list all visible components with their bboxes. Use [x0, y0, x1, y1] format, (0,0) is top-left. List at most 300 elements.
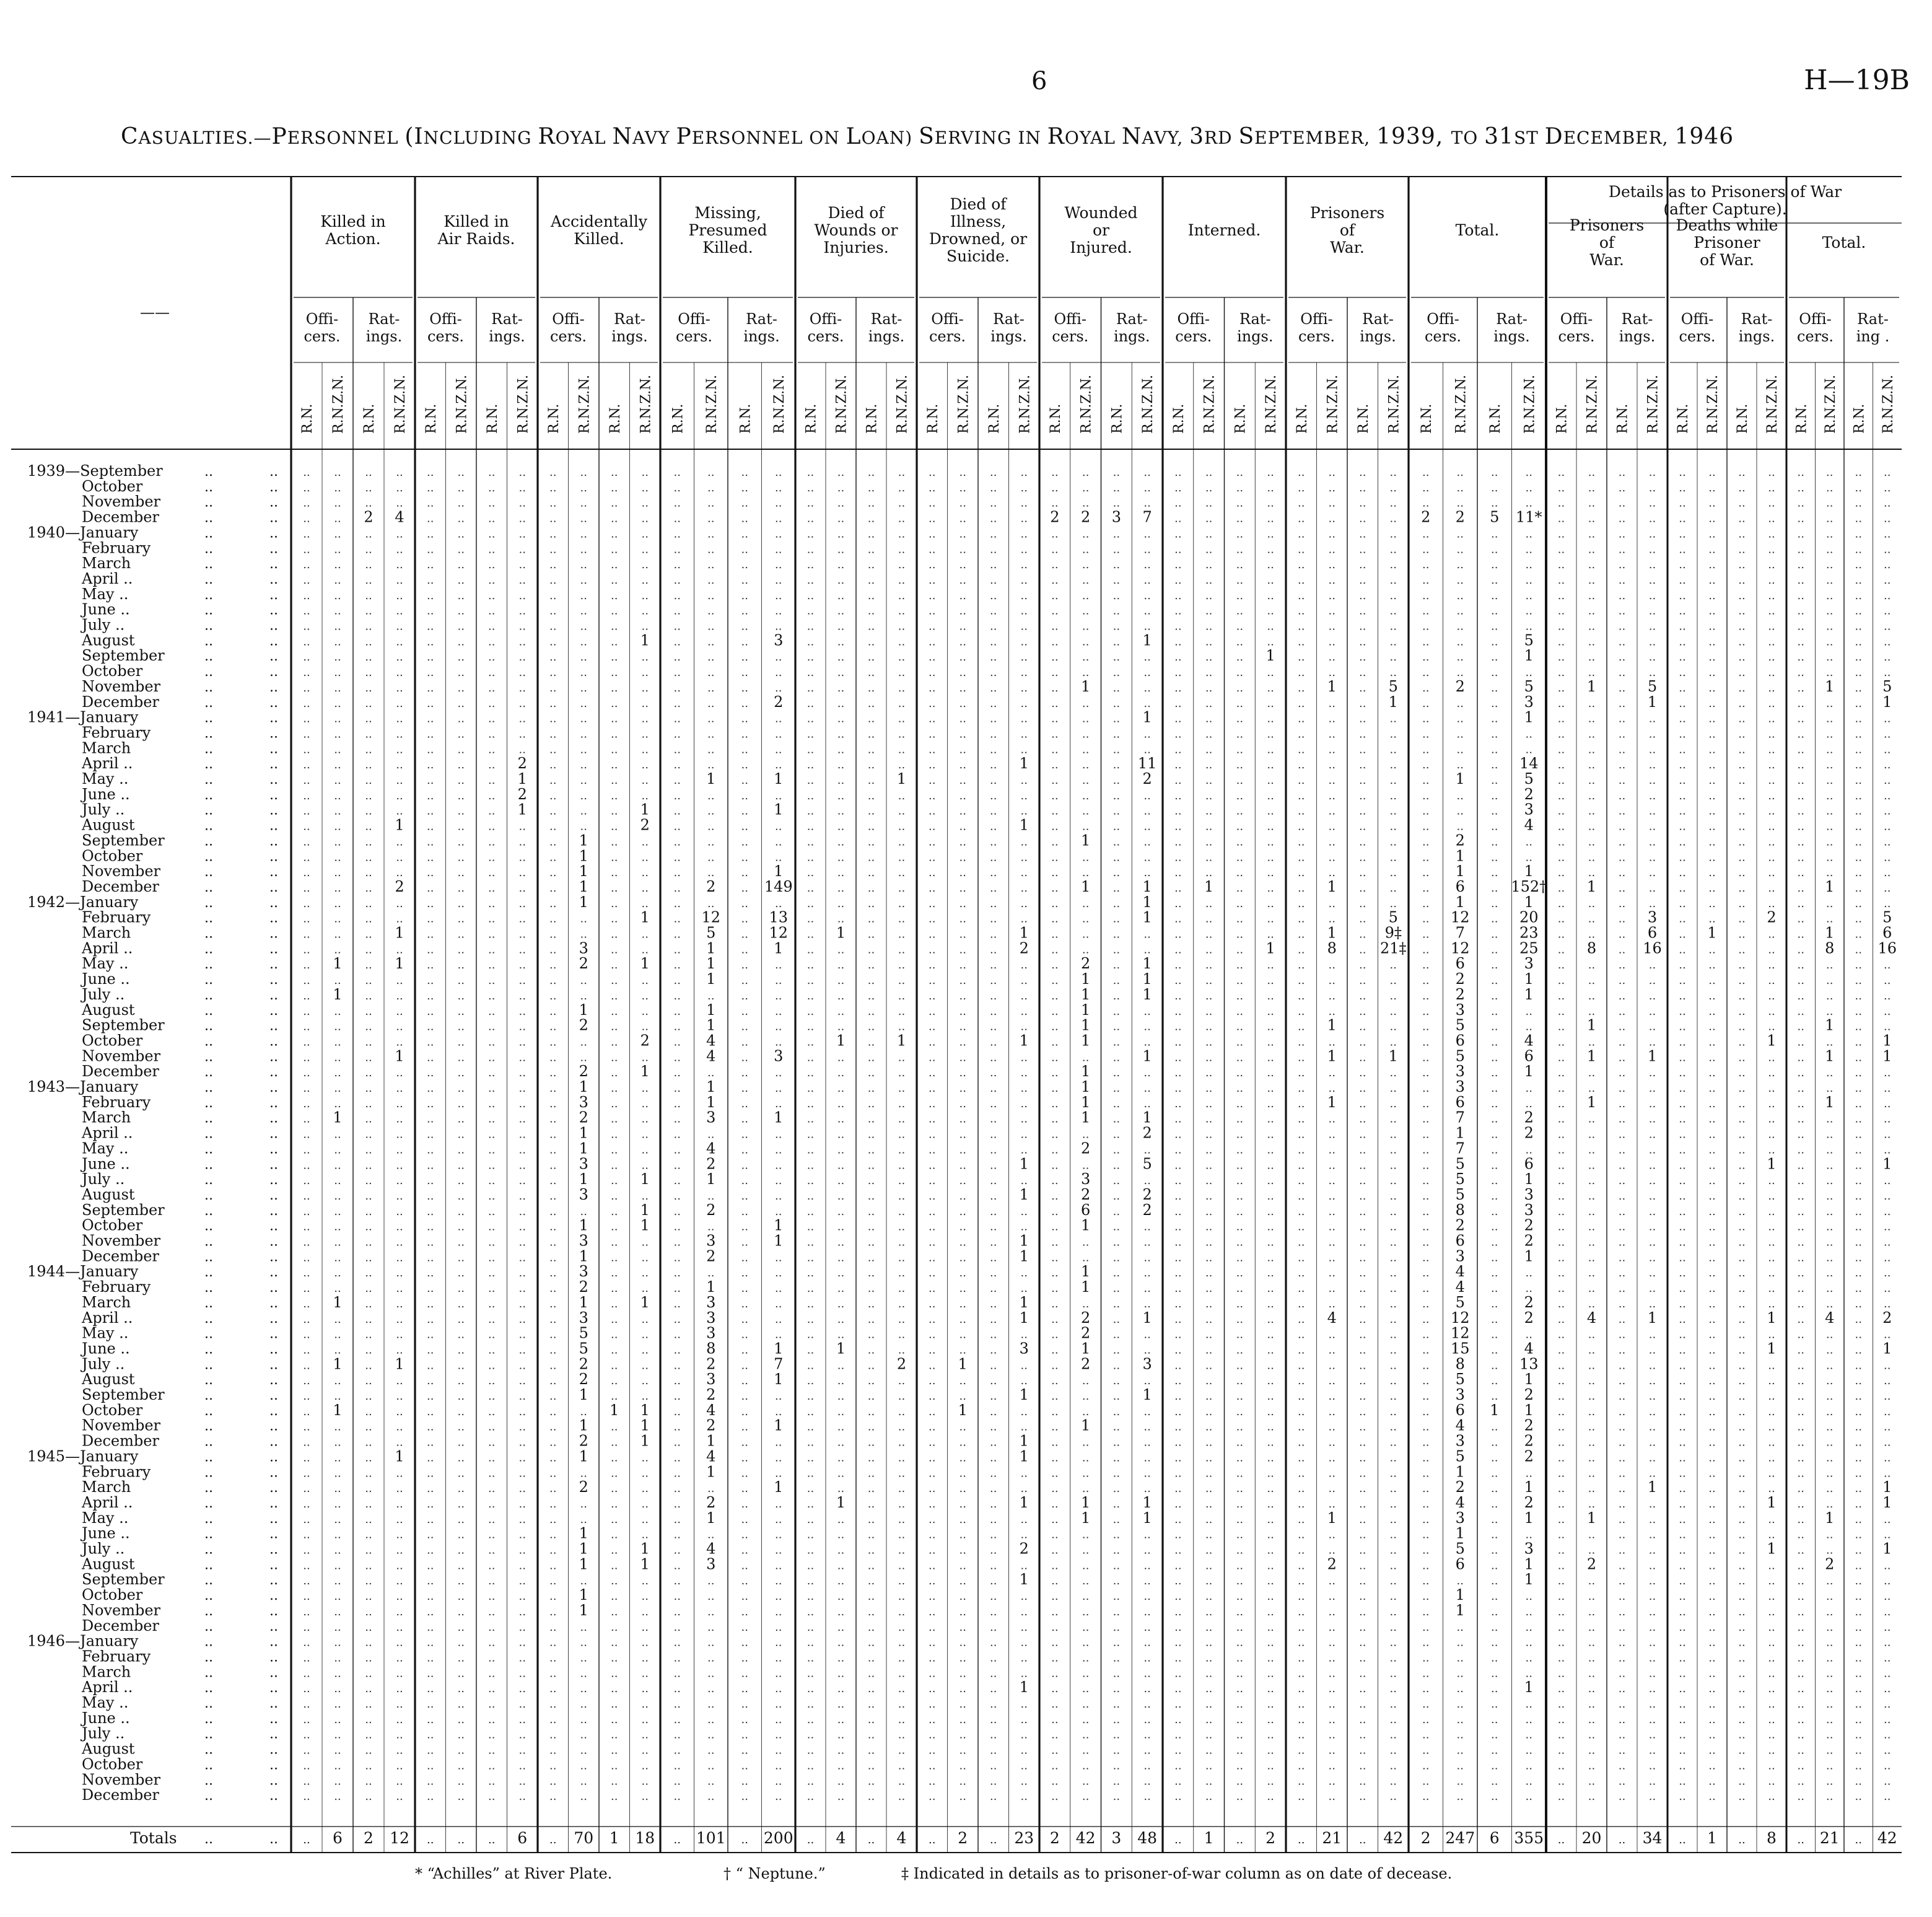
- table-cell-empty: ..: [641, 466, 649, 479]
- table-cell-empty: ..: [549, 466, 557, 479]
- table-cell-empty: ..: [959, 1420, 966, 1434]
- table-cell-empty: ..: [1491, 774, 1498, 787]
- table-cell-empty: ..: [365, 1004, 372, 1018]
- table-cell-empty: ..: [365, 1467, 372, 1480]
- table-cell-empty: ..: [1855, 1590, 1862, 1603]
- table-cell-empty: ..: [673, 1204, 681, 1218]
- table-cell-empty: ..: [1679, 1728, 1686, 1742]
- table-cell-empty: ..: [806, 1297, 815, 1310]
- table-cell-empty: ..: [580, 1051, 587, 1064]
- table-cell-empty: ..: [1708, 835, 1716, 849]
- table-cell-empty: ..: [990, 1359, 997, 1372]
- table-cell-empty: ..: [990, 758, 997, 772]
- table-cell-empty: ..: [549, 851, 557, 864]
- row-label: April ..: [82, 1493, 133, 1511]
- table-cell-empty: ..: [1648, 1020, 1656, 1033]
- table-cell-empty: ..: [396, 1405, 403, 1418]
- table-cell-empty: ..: [1648, 1405, 1656, 1418]
- table-cell-empty: ..: [1143, 589, 1151, 602]
- table-cell-empty: ..: [1797, 1620, 1804, 1634]
- table-cell: 2: [579, 1371, 588, 1388]
- table-cell-empty: ..: [427, 604, 434, 618]
- table-cell-empty: ..: [1588, 1482, 1596, 1496]
- table-cell-empty: ..: [929, 1636, 936, 1649]
- row-label: May ..: [82, 770, 129, 787]
- table-cell-empty: ..: [1456, 1667, 1464, 1680]
- table-cell-empty: ..: [673, 466, 681, 479]
- table-cell-empty: ..: [1422, 589, 1430, 602]
- table-cell-empty: ..: [396, 543, 403, 556]
- table-cell-empty: ..: [837, 496, 845, 510]
- table-cell-empty: ..: [365, 774, 372, 787]
- table-cell-empty: ..: [1112, 1035, 1121, 1049]
- table-cell-empty: ..: [1738, 496, 1746, 510]
- table-cell-empty: ..: [775, 789, 782, 802]
- table-cell-empty: ..: [707, 543, 715, 556]
- table-cell-empty: ..: [929, 943, 936, 957]
- table-cell-empty: ..: [518, 589, 526, 602]
- table-cell-empty: ..: [775, 1405, 782, 1418]
- table-cell-empty: ..: [959, 1390, 966, 1403]
- leader-dots: ..: [269, 664, 278, 680]
- table-cell-empty: ..: [990, 1497, 997, 1511]
- table-cell-empty: ..: [1738, 1282, 1746, 1296]
- table-cell-empty: ..: [1359, 1035, 1366, 1049]
- table-cell-empty: ..: [837, 866, 845, 880]
- table-cell-empty: ..: [673, 1574, 681, 1588]
- officers-header: cers.: [1175, 328, 1212, 345]
- table-cell-empty: ..: [1422, 681, 1430, 695]
- leader-dots: ..: [269, 757, 278, 773]
- row-label: October: [82, 1216, 143, 1234]
- table-cell-empty: ..: [1708, 1374, 1716, 1388]
- table-cell: 2: [1421, 508, 1431, 526]
- table-cell-empty: ..: [898, 1066, 906, 1080]
- table-cell-empty: ..: [641, 851, 649, 864]
- table-cell-empty: ..: [457, 774, 465, 787]
- table-cell-empty: ..: [1359, 881, 1366, 895]
- table-cell-empty: ..: [1768, 1097, 1775, 1110]
- table-cell-empty: ..: [1738, 851, 1746, 864]
- table-cell-empty: ..: [673, 1482, 681, 1496]
- table-cell-empty: ..: [1359, 1405, 1366, 1418]
- table-cell-empty: ..: [1708, 1312, 1716, 1326]
- table-cell-empty: ..: [1389, 897, 1397, 910]
- table-cell-empty: ..: [334, 1790, 341, 1804]
- table-cell-empty: ..: [488, 1467, 496, 1480]
- table-cell-empty: ..: [1768, 1189, 1775, 1203]
- table-cell-empty: ..: [1738, 1051, 1746, 1064]
- table-cell-empty: ..: [1389, 1528, 1397, 1542]
- table-cell-empty: ..: [673, 1297, 681, 1310]
- table-cell-empty: ..: [1708, 851, 1716, 864]
- table-cell: 6: [1455, 1555, 1465, 1573]
- table-cell-empty: ..: [867, 1405, 875, 1418]
- table-cell-empty: ..: [1174, 851, 1182, 864]
- ratings-header: ings.: [489, 328, 525, 345]
- table-cell-empty: ..: [673, 1698, 681, 1711]
- table-cell-empty: ..: [1112, 1590, 1121, 1603]
- table-cell-empty: ..: [1525, 666, 1532, 680]
- table-cell-empty: ..: [1020, 1328, 1028, 1341]
- leader-dots: ..: [204, 1295, 213, 1311]
- table-cell-empty: ..: [1855, 466, 1862, 479]
- table-cell-empty: ..: [1738, 1312, 1746, 1326]
- table-cell-empty: ..: [1267, 1436, 1274, 1449]
- table-cell-empty: ..: [549, 1359, 557, 1372]
- table-cell-empty: ..: [1491, 1297, 1498, 1310]
- table-cell-empty: ..: [898, 496, 906, 510]
- table-cell-empty: ..: [1708, 820, 1716, 833]
- table-cell-empty: ..: [1112, 958, 1121, 972]
- table-cell-empty: ..: [806, 1482, 815, 1496]
- leader-dots: ..: [269, 910, 278, 926]
- table-cell-empty: ..: [1051, 1759, 1059, 1773]
- table-cell-empty: ..: [1708, 1636, 1716, 1649]
- table-cell-empty: ..: [1205, 835, 1213, 849]
- table-cell-empty: ..: [775, 1159, 782, 1172]
- table-cell-empty: ..: [990, 681, 997, 695]
- table-cell-empty: ..: [867, 558, 875, 572]
- table-cell-empty: ..: [1328, 1698, 1335, 1711]
- table-cell-empty: ..: [1143, 1374, 1151, 1388]
- table-cell-empty: ..: [457, 1651, 465, 1665]
- table-cell-empty: ..: [898, 651, 906, 664]
- table-cell-empty: ..: [898, 1744, 906, 1757]
- table-cell-empty: ..: [1020, 666, 1028, 680]
- table-cell-empty: ..: [549, 1343, 557, 1357]
- table-cell-empty: ..: [1328, 620, 1335, 633]
- leader-dots: ..: [204, 1280, 213, 1296]
- table-cell-empty: ..: [673, 1497, 681, 1511]
- table-cell-empty: ..: [1525, 527, 1532, 541]
- table-cell-empty: ..: [806, 866, 815, 880]
- table-cell-empty: ..: [929, 620, 936, 633]
- table-cell-empty: ..: [1236, 1512, 1244, 1526]
- table-cell-empty: ..: [1205, 897, 1213, 910]
- table-cell-empty: ..: [1143, 1744, 1151, 1757]
- table-cell-empty: ..: [1389, 1343, 1397, 1357]
- table-cell-empty: ..: [334, 589, 341, 602]
- table-cell-empty: ..: [837, 1759, 845, 1773]
- table-cell: 3: [1455, 1386, 1465, 1403]
- leader-dots: ..: [204, 1141, 213, 1157]
- table-cell-empty: ..: [1298, 1512, 1305, 1526]
- table-cell-empty: ..: [1679, 1620, 1686, 1634]
- table-cell-empty: ..: [334, 558, 341, 572]
- table-cell-empty: ..: [1298, 1189, 1305, 1203]
- table-cell-empty: ..: [929, 1744, 936, 1757]
- table-cell-empty: ..: [775, 835, 782, 849]
- table-cell-empty: ..: [334, 1374, 341, 1388]
- table-cell-empty: ..: [1855, 512, 1862, 525]
- table-cell: 12: [701, 908, 721, 926]
- table-cell-empty: ..: [1236, 835, 1244, 849]
- table-cell: 1: [395, 1355, 404, 1373]
- table-cell-empty: ..: [1328, 1082, 1335, 1095]
- table-cell-empty: ..: [549, 1159, 557, 1172]
- table-cell-empty: ..: [488, 1159, 496, 1172]
- table-cell: 1: [517, 770, 527, 787]
- table-cell-empty: ..: [898, 1774, 906, 1788]
- table-cell-empty: ..: [1618, 804, 1626, 818]
- table-cell-empty: ..: [611, 481, 618, 494]
- table-cell: 4: [706, 1540, 716, 1558]
- table-cell-empty: ..: [673, 789, 681, 802]
- table-cell-empty: ..: [1328, 1405, 1335, 1418]
- table-cell: 1: [395, 816, 404, 834]
- leader-dots: ..: [269, 1726, 278, 1742]
- table-cell-empty: ..: [959, 1297, 966, 1310]
- table-cell-empty: ..: [898, 1543, 906, 1557]
- table-cell-empty: ..: [641, 758, 649, 772]
- table-cell-empty: ..: [518, 974, 526, 988]
- table-cell: 1: [774, 1416, 784, 1434]
- table-cell-empty: ..: [1359, 1143, 1366, 1157]
- table-cell-empty: ..: [1679, 666, 1686, 680]
- table-cell-empty: ..: [457, 1374, 465, 1388]
- table-cell-empty: ..: [1557, 1220, 1565, 1234]
- table-cell-empty: ..: [1205, 1512, 1213, 1526]
- table-cell-empty: ..: [549, 758, 557, 772]
- table-cell-empty: ..: [641, 1189, 649, 1203]
- table-cell-empty: ..: [303, 820, 310, 833]
- table-cell-empty: ..: [1708, 651, 1716, 664]
- table-cell-empty: ..: [673, 1266, 681, 1280]
- table-cell-empty: ..: [1679, 604, 1686, 618]
- table-cell-empty: ..: [427, 1451, 434, 1465]
- table-cell-empty: ..: [427, 1682, 434, 1696]
- table-cell-empty: ..: [1020, 1528, 1028, 1542]
- table-cell-empty: ..: [641, 1390, 649, 1403]
- table-cell-empty: ..: [1267, 774, 1274, 787]
- table-cell-empty: ..: [303, 958, 310, 972]
- table-cell: 2: [640, 1032, 650, 1050]
- table-cell-empty: ..: [334, 527, 341, 541]
- table-cell-empty: ..: [488, 912, 496, 926]
- table-cell-empty: ..: [488, 774, 496, 787]
- table-cell-empty: ..: [990, 543, 997, 556]
- table-cell-empty: ..: [1112, 820, 1121, 833]
- table-cell-empty: ..: [1884, 1713, 1891, 1726]
- table-cell-empty: ..: [1328, 1636, 1335, 1649]
- table-cell-empty: ..: [837, 1790, 845, 1804]
- leader-dots: ..: [269, 1557, 278, 1573]
- table-cell-empty: ..: [1884, 1451, 1891, 1465]
- table-cell: 1: [640, 1216, 650, 1234]
- officers-header: Offi-: [1560, 310, 1593, 328]
- table-cell-empty: ..: [1020, 1051, 1028, 1064]
- table-cell-empty: ..: [1051, 1097, 1059, 1110]
- table-cell-empty: ..: [1797, 1374, 1804, 1388]
- table-cell: 2: [1825, 1555, 1835, 1573]
- table-cell-empty: ..: [837, 943, 845, 957]
- row-label: November: [82, 1601, 161, 1619]
- table-cell-empty: ..: [1738, 758, 1746, 772]
- table-cell-empty: ..: [1051, 1559, 1059, 1573]
- table-cell-empty: ..: [1020, 589, 1028, 602]
- table-cell-empty: ..: [1797, 1390, 1804, 1403]
- table-cell-empty: ..: [741, 1574, 748, 1588]
- table-cell-empty: ..: [1112, 758, 1121, 772]
- table-cell-empty: ..: [1174, 989, 1182, 1002]
- table-cell-empty: ..: [1708, 1698, 1716, 1711]
- table-cell-empty: ..: [1525, 1728, 1532, 1742]
- table-cell-empty: ..: [549, 666, 557, 680]
- row-label: August: [82, 1371, 135, 1388]
- leader-dots: ..: [204, 1603, 213, 1619]
- leader-dots: ..: [269, 1357, 278, 1373]
- table-cell-empty: ..: [396, 1174, 403, 1188]
- row-label: October: [82, 662, 143, 680]
- table-cell-empty: ..: [1884, 1390, 1891, 1403]
- table-cell: 2: [706, 1355, 716, 1373]
- table-cell-empty: ..: [959, 604, 966, 618]
- table-cell-empty: ..: [929, 589, 936, 602]
- table-cell-empty: ..: [365, 620, 372, 633]
- table-cell-empty: ..: [959, 1020, 966, 1033]
- table-cell-empty: ..: [1267, 604, 1274, 618]
- table-cell-empty: ..: [457, 727, 465, 741]
- table-cell-empty: ..: [641, 1312, 649, 1326]
- table-cell-empty: ..: [1588, 1698, 1596, 1711]
- table-cell-empty: ..: [1267, 1143, 1274, 1157]
- table-cell-empty: ..: [1422, 712, 1430, 726]
- table-cell-empty: ..: [1618, 1220, 1626, 1234]
- table-cell-empty: ..: [1491, 1204, 1498, 1218]
- leader-dots: ..: [204, 1742, 213, 1758]
- table-cell-empty: ..: [1112, 1328, 1121, 1341]
- table-cell-empty: ..: [549, 1035, 557, 1049]
- table-cell-empty: ..: [427, 1774, 434, 1788]
- table-cell-empty: ..: [396, 1667, 403, 1680]
- leader-dots: ..: [204, 1618, 213, 1634]
- table-cell-empty: ..: [1236, 1082, 1244, 1095]
- table-cell: 1: [640, 1170, 650, 1188]
- table-cell-empty: ..: [334, 1251, 341, 1265]
- table-cell-empty: ..: [1112, 635, 1121, 649]
- leader-dots: ..: [204, 1649, 213, 1665]
- table-cell: 1: [706, 1278, 716, 1296]
- table-cell-empty: ..: [1422, 943, 1430, 957]
- table-cell-empty: ..: [990, 1543, 997, 1557]
- table-cell-empty: ..: [1618, 835, 1626, 849]
- table-cell-empty: ..: [427, 1374, 434, 1388]
- rn-column-label: R.N.: [1735, 403, 1751, 434]
- table-cell-empty: ..: [1359, 1251, 1366, 1265]
- table-cell-empty: ..: [898, 1235, 906, 1249]
- table-cell-empty: ..: [1557, 958, 1565, 972]
- row-label: December: [82, 508, 159, 526]
- table-cell-empty: ..: [1618, 1744, 1626, 1757]
- table-cell-empty: ..: [1112, 1559, 1121, 1573]
- table-cell-empty: ..: [334, 1759, 341, 1773]
- table-cell-empty: ..: [611, 1651, 618, 1665]
- table-cell-empty: ..: [641, 573, 649, 587]
- table-cell-empty: ..: [611, 1235, 618, 1249]
- table-cell-empty: ..: [580, 912, 587, 926]
- table-cell-empty: ..: [673, 1451, 681, 1465]
- table-cell-empty: ..: [580, 1667, 587, 1680]
- table-cell-empty: ..: [1020, 620, 1028, 633]
- table-cell-empty: ..: [990, 1112, 997, 1126]
- table-cell-empty: ..: [673, 1636, 681, 1649]
- table-cell-empty: ..: [741, 1204, 748, 1218]
- table-cell-empty: ..: [580, 1744, 587, 1757]
- table-cell-empty: ..: [959, 1251, 966, 1265]
- table-cell-empty: ..: [1359, 712, 1366, 726]
- table-cell-empty: ..: [929, 1004, 936, 1018]
- table-cell-empty: ..: [580, 604, 587, 618]
- table-cell-empty: ..: [990, 1020, 997, 1033]
- table-cell-empty: ..: [549, 696, 557, 710]
- table-cell-empty: ..: [1205, 1667, 1213, 1680]
- table-cell-empty: ..: [1328, 1436, 1335, 1449]
- table-cell-empty: ..: [427, 1559, 434, 1573]
- table-cell-empty: ..: [959, 1282, 966, 1296]
- table-cell-empty: ..: [1738, 912, 1746, 926]
- table-cell-empty: ..: [488, 681, 496, 695]
- table-cell-empty: ..: [837, 1374, 845, 1388]
- pow-group-header-1: Prisoners: [1569, 216, 1645, 234]
- table-cell-empty: ..: [1020, 1128, 1028, 1141]
- table-cell-empty: ..: [549, 1174, 557, 1188]
- table-cell-empty: ..: [1082, 1128, 1090, 1141]
- table-cell-empty: ..: [1422, 666, 1430, 680]
- table-cell: 1: [1327, 924, 1337, 942]
- table-cell-empty: ..: [1797, 1420, 1804, 1434]
- table-cell-empty: ..: [1826, 1467, 1834, 1480]
- table-cell-empty: ..: [1708, 1220, 1716, 1234]
- table-cell-empty: ..: [1236, 1605, 1244, 1618]
- table-cell-empty: ..: [1298, 1174, 1305, 1188]
- table-cell: 6: [1455, 877, 1465, 895]
- table-cell-empty: ..: [1618, 1620, 1626, 1634]
- table-cell-empty: ..: [1143, 1328, 1151, 1341]
- table-cell-empty: ..: [1112, 1143, 1121, 1157]
- table-cell-empty: ..: [1020, 866, 1028, 880]
- table-cell-empty: ..: [1236, 774, 1244, 787]
- table-cell-empty: ..: [1855, 1698, 1862, 1711]
- table-cell-empty: ..: [303, 897, 310, 910]
- table-cell-empty: ..: [1205, 1174, 1213, 1188]
- table-cell-empty: ..: [1298, 558, 1305, 572]
- table-cell-empty: ..: [1082, 1251, 1090, 1265]
- table-cell-empty: ..: [1020, 1004, 1028, 1018]
- table-cell-empty: ..: [365, 696, 372, 710]
- table-cell-empty: ..: [1389, 1759, 1397, 1773]
- table-cell-empty: ..: [1422, 1728, 1430, 1742]
- table-cell: 1: [1080, 985, 1091, 1003]
- table-cell-empty: ..: [334, 1467, 341, 1480]
- table-cell-empty: ..: [1456, 573, 1464, 587]
- table-cell-empty: ..: [775, 1790, 782, 1804]
- table-cell-empty: ..: [549, 1774, 557, 1788]
- table-cell-empty: ..: [457, 1667, 465, 1680]
- table-cell-empty: ..: [611, 696, 618, 710]
- table-cell-empty: ..: [518, 1374, 526, 1388]
- leader-dots: ..: [204, 1002, 213, 1019]
- leader-dots: ..: [204, 1341, 213, 1358]
- table-cell-empty: ..: [1826, 1774, 1834, 1788]
- table-cell-empty: ..: [837, 1682, 845, 1696]
- table-cell-empty: ..: [929, 1713, 936, 1726]
- table-cell-empty: ..: [427, 1620, 434, 1634]
- table-cell-empty: ..: [1205, 1574, 1213, 1588]
- table-cell-empty: ..: [1738, 1559, 1746, 1573]
- table-cell-empty: ..: [1618, 1667, 1626, 1680]
- table-cell-empty: ..: [334, 1004, 341, 1018]
